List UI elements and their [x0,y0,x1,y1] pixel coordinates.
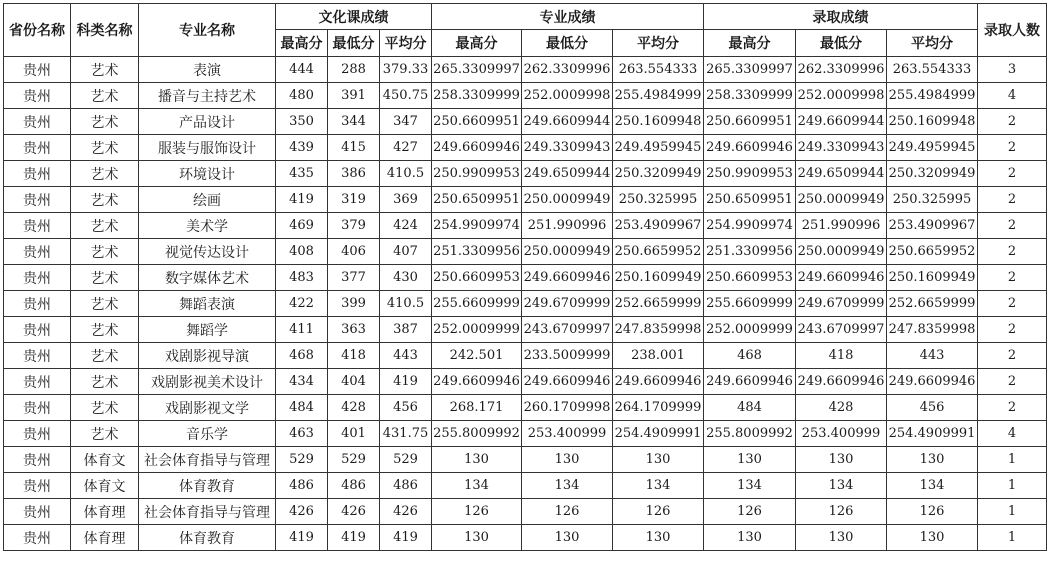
cell-major: 舞蹈学 [139,317,276,343]
cell-category: 艺术 [71,291,139,317]
cell-province: 贵州 [4,395,71,421]
cell-professional-avg: 253.4909967 [613,213,704,239]
header-professional-avg: 平均分 [613,30,704,57]
cell-category: 艺术 [71,239,139,265]
cell-professional-max: 249.6609946 [432,135,522,161]
cell-professional-min: 249.6509944 [522,161,613,187]
cell-professional-min: 130 [522,447,613,473]
cell-admitted-count: 2 [978,161,1047,187]
cell-province: 贵州 [4,369,71,395]
cell-culture-avg: 424 [380,213,432,239]
cell-culture-avg: 456 [380,395,432,421]
cell-professional-max: 126 [432,499,522,525]
cell-major: 绘画 [139,187,276,213]
cell-culture-max: 419 [276,187,328,213]
table-row [4,421,1047,447]
table-row [4,213,1047,239]
cell-professional-max: 249.6609946 [432,369,522,395]
cell-admission-min: 253.400999 [796,421,887,447]
cell-category: 艺术 [71,265,139,291]
cell-culture-min: 486 [328,473,380,499]
cell-province: 贵州 [4,161,71,187]
cell-admission-min: 243.6709997 [796,317,887,343]
cell-professional-min: 130 [522,525,613,551]
cell-professional-avg: 254.4909991 [613,421,704,447]
cell-admission-avg: 130 [887,447,978,473]
cell-culture-avg: 410.5 [380,161,432,187]
cell-admitted-count: 4 [978,83,1047,109]
cell-culture-min: 529 [328,447,380,473]
cell-culture-avg: 443 [380,343,432,369]
cell-culture-avg: 486 [380,473,432,499]
cell-professional-avg: 249.6609946 [613,369,704,395]
cell-culture-min: 386 [328,161,380,187]
cell-professional-min: 252.0009998 [522,83,613,109]
cell-admitted-count: 4 [978,421,1047,447]
cell-professional-max: 268.171 [432,395,522,421]
cell-professional-avg: 264.1709999 [613,395,704,421]
cell-admission-avg: 255.4984999 [887,83,978,109]
cell-major: 服装与服饰设计 [139,135,276,161]
cell-major: 数字媒体艺术 [139,265,276,291]
cell-admission-min: 249.6509944 [796,161,887,187]
cell-admitted-count: 1 [978,447,1047,473]
table-row [4,83,1047,109]
cell-culture-avg: 387 [380,317,432,343]
cell-professional-avg: 250.1609948 [613,109,704,135]
cell-culture-avg: 419 [380,525,432,551]
table-row [4,187,1047,213]
cell-admission-max: 258.3309999 [704,83,796,109]
cell-professional-max: 255.8009992 [432,421,522,447]
cell-category: 艺术 [71,317,139,343]
cell-admitted-count: 1 [978,473,1047,499]
table-row [4,109,1047,135]
cell-culture-avg: 529 [380,447,432,473]
cell-professional-max: 255.6609999 [432,291,522,317]
cell-admission-max: 250.6509951 [704,187,796,213]
cell-major: 戏剧影视美术设计 [139,369,276,395]
cell-professional-min: 233.5009999 [522,343,613,369]
cell-category: 体育理 [71,525,139,551]
header-culture-min: 最低分 [328,30,380,57]
cell-professional-min: 250.0009949 [522,239,613,265]
admission-score-table [3,3,1047,551]
cell-admission-max: 254.9909974 [704,213,796,239]
cell-culture-min: 344 [328,109,380,135]
cell-admission-avg: 250.1609948 [887,109,978,135]
cell-admitted-count: 2 [978,239,1047,265]
cell-admitted-count: 2 [978,187,1047,213]
table-row [4,525,1047,551]
cell-professional-min: 249.6609946 [522,369,613,395]
cell-admission-avg: 263.554333 [887,57,978,83]
cell-professional-min: 249.6609944 [522,109,613,135]
cell-culture-min: 379 [328,213,380,239]
cell-culture-min: 404 [328,369,380,395]
cell-admission-max: 250.6609951 [704,109,796,135]
cell-culture-avg: 410.5 [380,291,432,317]
cell-province: 贵州 [4,499,71,525]
cell-province: 贵州 [4,109,71,135]
cell-admitted-count: 2 [978,135,1047,161]
cell-professional-max: 254.9909974 [432,213,522,239]
cell-category: 艺术 [71,187,139,213]
cell-category: 体育文 [71,447,139,473]
header-culture-score: 文化课成绩 [276,4,432,30]
cell-major: 社会体育指导与管理 [139,447,276,473]
cell-admission-max: 265.3309997 [704,57,796,83]
cell-category: 艺术 [71,57,139,83]
cell-culture-avg: 347 [380,109,432,135]
cell-culture-max: 434 [276,369,328,395]
table-row [4,161,1047,187]
cell-professional-min: 253.400999 [522,421,613,447]
cell-category: 艺术 [71,343,139,369]
cell-admitted-count: 2 [978,265,1047,291]
cell-professional-min: 249.6609946 [522,265,613,291]
cell-culture-max: 483 [276,265,328,291]
cell-major: 戏剧影视文学 [139,395,276,421]
header-category: 科类名称 [71,4,139,57]
header-professional-max: 最高分 [432,30,522,57]
cell-admission-max: 255.8009992 [704,421,796,447]
cell-admitted-count: 2 [978,395,1047,421]
cell-professional-min: 134 [522,473,613,499]
cell-professional-avg: 255.4984999 [613,83,704,109]
cell-culture-min: 377 [328,265,380,291]
cell-admission-max: 250.9909953 [704,161,796,187]
table-row [4,447,1047,473]
cell-major: 体育教育 [139,473,276,499]
cell-culture-min: 426 [328,499,380,525]
cell-professional-min: 250.0009949 [522,187,613,213]
cell-admission-avg: 250.1609949 [887,265,978,291]
cell-province: 贵州 [4,213,71,239]
cell-professional-avg: 250.1609949 [613,265,704,291]
cell-culture-avg: 431.75 [380,421,432,447]
cell-admission-max: 468 [704,343,796,369]
cell-admission-avg: 249.6609946 [887,369,978,395]
cell-category: 艺术 [71,395,139,421]
cell-professional-avg: 130 [613,447,704,473]
cell-culture-min: 406 [328,239,380,265]
cell-province: 贵州 [4,187,71,213]
cell-professional-min: 243.6709997 [522,317,613,343]
cell-culture-avg: 407 [380,239,432,265]
cell-professional-avg: 238.001 [613,343,704,369]
cell-admission-min: 249.6709999 [796,291,887,317]
cell-province: 贵州 [4,473,71,499]
cell-professional-max: 250.6509951 [432,187,522,213]
cell-culture-max: 411 [276,317,328,343]
cell-admission-min: 249.6609946 [796,369,887,395]
cell-culture-max: 422 [276,291,328,317]
cell-culture-min: 391 [328,83,380,109]
table-row [4,291,1047,317]
cell-culture-max: 408 [276,239,328,265]
cell-admission-avg: 250.325995 [887,187,978,213]
cell-professional-max: 130 [432,525,522,551]
cell-culture-max: 444 [276,57,328,83]
cell-major: 表演 [139,57,276,83]
header-major: 专业名称 [139,4,276,57]
cell-professional-max: 134 [432,473,522,499]
cell-province: 贵州 [4,447,71,473]
cell-professional-max: 250.6609951 [432,109,522,135]
cell-professional-max: 250.6609953 [432,265,522,291]
cell-culture-min: 399 [328,291,380,317]
header-professional-score: 专业成绩 [432,4,704,30]
cell-province: 贵州 [4,239,71,265]
cell-culture-min: 363 [328,317,380,343]
header-culture-max: 最高分 [276,30,328,57]
cell-admission-avg: 130 [887,525,978,551]
cell-category: 艺术 [71,161,139,187]
cell-culture-max: 469 [276,213,328,239]
cell-professional-avg: 263.554333 [613,57,704,83]
cell-culture-min: 401 [328,421,380,447]
cell-admitted-count: 1 [978,525,1047,551]
cell-major: 产品设计 [139,109,276,135]
header-culture-avg: 平均分 [380,30,432,57]
table-row [4,369,1047,395]
cell-culture-avg: 426 [380,499,432,525]
cell-admission-min: 249.6609946 [796,265,887,291]
cell-professional-avg: 126 [613,499,704,525]
cell-province: 贵州 [4,135,71,161]
cell-major: 视觉传达设计 [139,239,276,265]
header-admission-max: 最高分 [704,30,796,57]
cell-professional-avg: 247.8359998 [613,317,704,343]
cell-category: 艺术 [71,421,139,447]
cell-professional-max: 265.3309997 [432,57,522,83]
cell-major: 音乐学 [139,421,276,447]
cell-admission-avg: 456 [887,395,978,421]
table-row [4,395,1047,421]
table-row [4,239,1047,265]
cell-admitted-count: 2 [978,291,1047,317]
cell-major: 戏剧影视导演 [139,343,276,369]
table-row [4,499,1047,525]
cell-admitted-count: 2 [978,317,1047,343]
cell-admission-max: 249.6609946 [704,369,796,395]
cell-admission-max: 134 [704,473,796,499]
cell-professional-avg: 250.3209949 [613,161,704,187]
cell-professional-min: 126 [522,499,613,525]
cell-culture-avg: 427 [380,135,432,161]
cell-major: 体育教育 [139,525,276,551]
cell-culture-min: 428 [328,395,380,421]
cell-professional-min: 260.1709998 [522,395,613,421]
cell-professional-avg: 134 [613,473,704,499]
cell-professional-min: 249.3309943 [522,135,613,161]
cell-admission-avg: 247.8359998 [887,317,978,343]
header-admission-min: 最低分 [796,30,887,57]
cell-culture-max: 439 [276,135,328,161]
cell-province: 贵州 [4,57,71,83]
cell-admission-min: 134 [796,473,887,499]
cell-admitted-count: 3 [978,57,1047,83]
cell-admission-avg: 134 [887,473,978,499]
cell-professional-max: 242.501 [432,343,522,369]
table-body [4,57,1047,551]
cell-professional-avg: 252.6659999 [613,291,704,317]
header-admitted-count: 录取人数 [978,4,1047,57]
cell-professional-min: 249.6709999 [522,291,613,317]
cell-culture-max: 419 [276,525,328,551]
cell-professional-max: 252.0009999 [432,317,522,343]
table-row [4,473,1047,499]
cell-culture-min: 415 [328,135,380,161]
cell-culture-min: 319 [328,187,380,213]
cell-admission-min: 249.3309943 [796,135,887,161]
cell-culture-min: 418 [328,343,380,369]
cell-admission-min: 428 [796,395,887,421]
cell-admission-min: 252.0009998 [796,83,887,109]
table-row [4,265,1047,291]
cell-admitted-count: 2 [978,109,1047,135]
cell-province: 贵州 [4,83,71,109]
cell-culture-max: 486 [276,473,328,499]
cell-category: 艺术 [71,369,139,395]
cell-culture-avg: 450.75 [380,83,432,109]
cell-admitted-count: 2 [978,369,1047,395]
cell-culture-max: 350 [276,109,328,135]
cell-admission-avg: 249.4959945 [887,135,978,161]
cell-province: 贵州 [4,421,71,447]
cell-culture-max: 468 [276,343,328,369]
cell-category: 体育理 [71,499,139,525]
cell-professional-min: 251.990996 [522,213,613,239]
cell-admission-max: 252.0009999 [704,317,796,343]
cell-professional-min: 262.3309996 [522,57,613,83]
cell-admission-avg: 443 [887,343,978,369]
cell-major: 社会体育指导与管理 [139,499,276,525]
cell-culture-max: 463 [276,421,328,447]
cell-culture-avg: 430 [380,265,432,291]
cell-major: 美术学 [139,213,276,239]
cell-admission-min: 262.3309996 [796,57,887,83]
cell-admission-min: 250.0009949 [796,239,887,265]
cell-category: 体育文 [71,473,139,499]
cell-admission-min: 126 [796,499,887,525]
cell-admission-min: 418 [796,343,887,369]
cell-province: 贵州 [4,343,71,369]
header-admission-avg: 平均分 [887,30,978,57]
cell-admission-max: 484 [704,395,796,421]
cell-culture-max: 529 [276,447,328,473]
cell-culture-max: 484 [276,395,328,421]
cell-culture-max: 435 [276,161,328,187]
cell-admission-avg: 253.4909967 [887,213,978,239]
cell-professional-avg: 250.325995 [613,187,704,213]
cell-province: 贵州 [4,265,71,291]
cell-professional-avg: 250.6659952 [613,239,704,265]
cell-province: 贵州 [4,291,71,317]
cell-admission-avg: 126 [887,499,978,525]
table-row [4,57,1047,83]
cell-professional-max: 258.3309999 [432,83,522,109]
cell-admission-min: 251.990996 [796,213,887,239]
cell-professional-avg: 130 [613,525,704,551]
cell-major: 播音与主持艺术 [139,83,276,109]
cell-category: 艺术 [71,83,139,109]
header-admission-score: 录取成绩 [704,4,978,30]
cell-category: 艺术 [71,135,139,161]
cell-province: 贵州 [4,525,71,551]
cell-admission-max: 250.6609953 [704,265,796,291]
cell-admission-min: 130 [796,447,887,473]
cell-culture-max: 480 [276,83,328,109]
cell-culture-avg: 419 [380,369,432,395]
cell-admitted-count: 2 [978,343,1047,369]
cell-category: 艺术 [71,213,139,239]
cell-professional-max: 251.3309956 [432,239,522,265]
cell-admission-avg: 252.6659999 [887,291,978,317]
cell-professional-max: 250.9909953 [432,161,522,187]
cell-culture-min: 419 [328,525,380,551]
cell-admission-avg: 250.6659952 [887,239,978,265]
cell-province: 贵州 [4,317,71,343]
table-row [4,135,1047,161]
cell-culture-avg: 379.33 [380,57,432,83]
cell-admission-min: 250.0009949 [796,187,887,213]
table-row [4,317,1047,343]
cell-admission-max: 249.6609946 [704,135,796,161]
cell-culture-avg: 369 [380,187,432,213]
cell-major: 舞蹈表演 [139,291,276,317]
cell-category: 艺术 [71,109,139,135]
cell-professional-max: 130 [432,447,522,473]
cell-admission-min: 249.6609944 [796,109,887,135]
cell-admission-max: 255.6609999 [704,291,796,317]
cell-admission-max: 126 [704,499,796,525]
cell-major: 环境设计 [139,161,276,187]
cell-culture-min: 288 [328,57,380,83]
cell-culture-max: 426 [276,499,328,525]
table-row [4,343,1047,369]
cell-admission-max: 130 [704,447,796,473]
header-province: 省份名称 [4,4,71,57]
cell-admitted-count: 1 [978,499,1047,525]
cell-admission-max: 130 [704,525,796,551]
cell-admitted-count: 2 [978,213,1047,239]
header-professional-min: 最低分 [522,30,613,57]
cell-admission-avg: 250.3209949 [887,161,978,187]
cell-admission-max: 251.3309956 [704,239,796,265]
cell-admission-min: 130 [796,525,887,551]
cell-admission-avg: 254.4909991 [887,421,978,447]
cell-professional-avg: 249.4959945 [613,135,704,161]
